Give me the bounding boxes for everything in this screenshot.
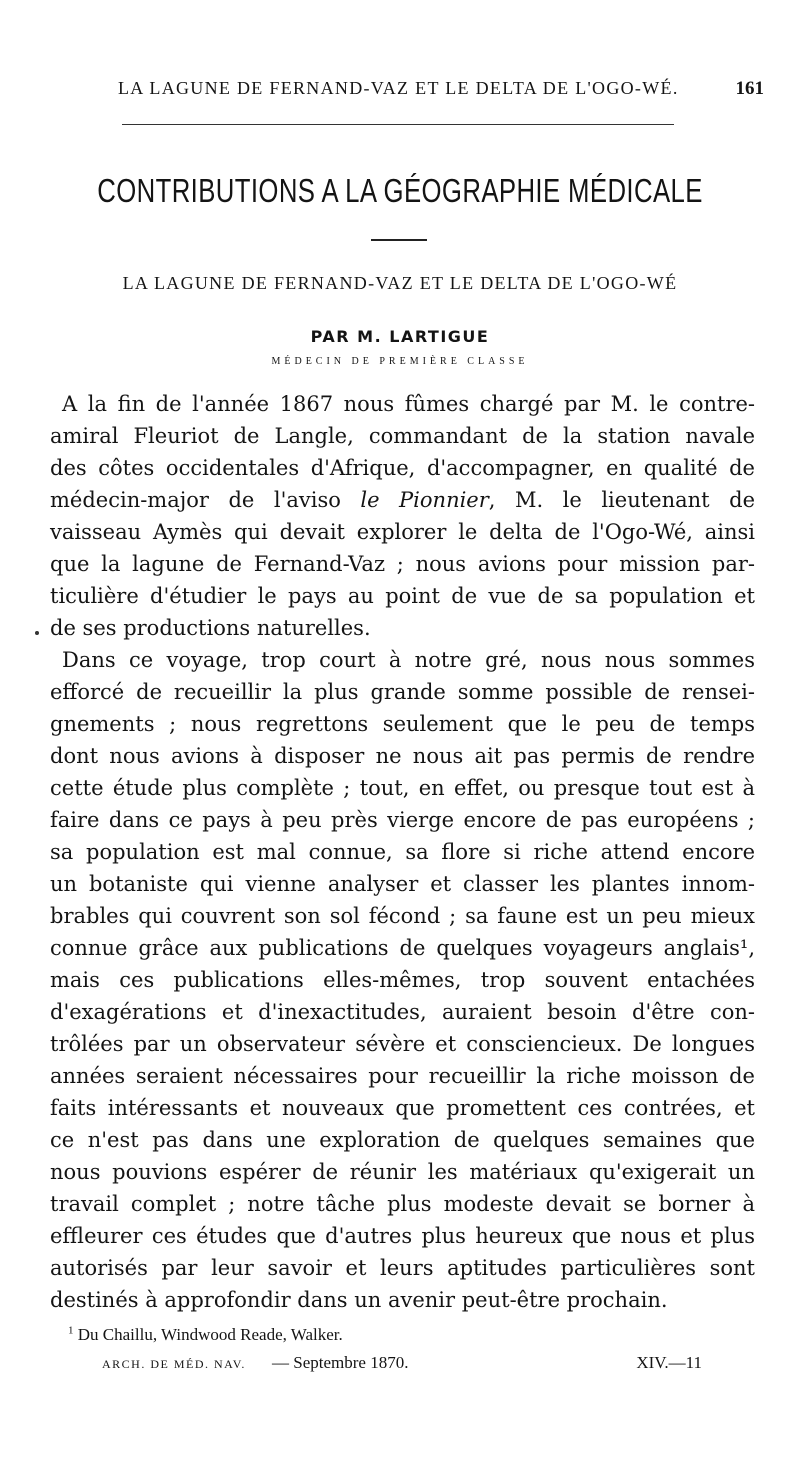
article-title: CONTRIBUTIONS A LA GÉOGRAPHIE MÉDICALE (97, 172, 703, 209)
text-line: mais ces publications elles-mêmes, trop souvent entachées (50, 968, 755, 992)
text-line: que la lagune de Fernand-Vaz ; nous avions pour mission par- (50, 552, 755, 576)
text-line: de ses productions naturelles. (50, 616, 371, 640)
text-line: d'exagérations et d'inexactitudes, auraient besoin d'être con- (50, 1000, 755, 1024)
text-line: ce n'est pas dans une exploration de quelques semaines que (50, 1128, 755, 1152)
text-line: faits intéressants et nouveaux que promettent ces contrées, et (50, 1096, 755, 1120)
margin-mark (35, 631, 39, 635)
text-line: A la fin de l'année 1867 nous fûmes chargé par M. le contre- (62, 392, 755, 416)
text-line: autorisés par leur savoir et leurs aptitudes particulières sont (50, 1256, 755, 1280)
text-line: travail complet ; notre tâche plus modeste devait se borner à (50, 1192, 755, 1216)
text-line: amiral Fleuriot de Langle, commandant de la station navale (50, 424, 755, 448)
text-line: trôlées par un observateur sévère et consciencieux. De longues (50, 1032, 755, 1056)
text-line: faire dans ce pays à peu près vierge encore de pas européens ; (50, 808, 755, 832)
paragraph (50, 388, 755, 644)
page-number: 161 (735, 78, 764, 99)
page-footer (102, 1353, 702, 1375)
text-line: cette étude plus complète ; tout, en effet, ou presque tout est à (50, 776, 755, 800)
footnote-marker: 1 (68, 1324, 74, 1337)
text-line: des côtes occidentales d'Afrique, d'accompagner, en qualité de (50, 456, 755, 480)
author-role: MÉDECIN DE PREMIÈRE CLASSE (271, 356, 529, 367)
running-title: LA LAGUNE DE FERNAND-VAZ ET LE DELTA DE L'OGO-WÉ. (118, 78, 679, 98)
author-name: PAR M. LARTIGUE (310, 327, 490, 346)
text-line: destinés à approfondir dans un avenir peut-être prochain. (50, 1288, 668, 1312)
running-head (48, 78, 772, 100)
text-line: effleurer ces études que d'autres plus heureux que nous et plus (50, 1224, 755, 1248)
text-line: vaisseau Aymès qui devait explorer le delta de l'Ogo-Wé, ainsi (50, 520, 755, 544)
paragraph (50, 644, 755, 1316)
text-line: efforcé de recueillir la plus grande somme possible de rensei- (50, 680, 755, 704)
footer-date: — Septembre 1870. (272, 1353, 409, 1372)
text-line: années seraient nécessaires pour recueillir la riche moisson de (50, 1064, 755, 1088)
text-line: médecin-major de l'aviso le Pionnier, M. le lieutenant de (50, 488, 755, 512)
body-text (50, 388, 755, 1316)
text-line: un botaniste qui vienne analyser et classer les plantes innom- (50, 872, 755, 896)
ship-name: le Pionnier (360, 488, 489, 512)
footnote (68, 1325, 343, 1345)
text-line: dont nous avions à disposer ne nous ait pas permis de rendre (50, 744, 755, 768)
title-rule (371, 239, 427, 241)
footer-journal: ARCH. DE MÉD. NAV. (102, 1357, 246, 1371)
article-subtitle: LA LAGUNE DE FERNAND-VAZ ET LE DELTA DE L'OGO-WÉ (122, 273, 678, 293)
footnote-text: Du Chaillu, Windwood Reade, Walker. (77, 1325, 343, 1344)
text-line: sa population est mal connue, sa flore si riche attend encore (50, 840, 755, 864)
text-line: connue grâce aux publications de quelques voyageurs anglais¹, (50, 936, 755, 960)
text-line: brables qui couvrent son sol fécond ; sa faune est un peu mieux (50, 904, 755, 928)
header-rule (122, 124, 674, 125)
text-line: Dans ce voyage, trop court à notre gré, nous nous sommes (62, 648, 755, 672)
footer-signature: XIV.—11 (636, 1353, 702, 1372)
text-line: ticulière d'étudier le pays au point de vue de sa population et (50, 584, 755, 608)
text-line: gnements ; nous regrettons seulement que le peu de temps (50, 712, 755, 736)
text-line: nous pouvions espérer de réunir les matériaux qu'exigerait un (50, 1160, 755, 1184)
